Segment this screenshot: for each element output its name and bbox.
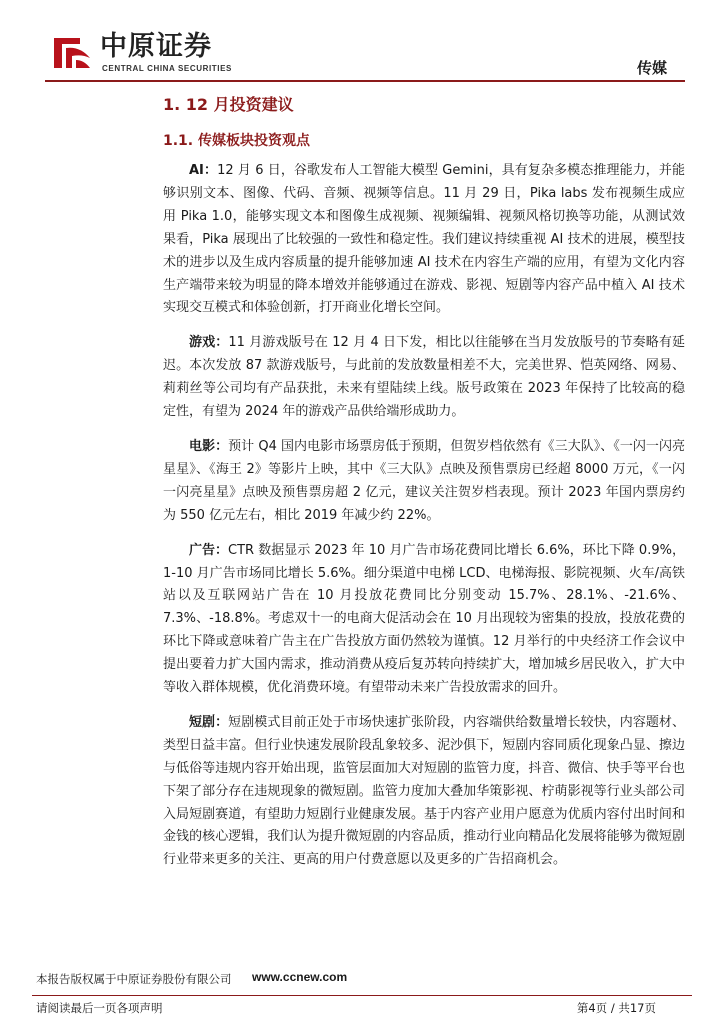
- paragraph-advertising: [163, 540, 685, 700]
- brand-name-cn: 中原证券: [100, 31, 212, 62]
- paragraph-lead: AI：: [189, 163, 218, 178]
- paragraph-lead: 短剧：: [189, 714, 229, 730]
- brand-name-en: CENTRAL CHINA SECURITIES: [102, 64, 232, 73]
- disclaimer-notice: 请阅读最后一页各项声明: [36, 1001, 163, 1015]
- paragraph-lead: 广告：: [189, 542, 229, 558]
- central-china-securities-logo-icon: [50, 34, 94, 72]
- paragraph-text: 短剧模式目前正处于市场快速扩张阶段，内容端供给数量增长较快，内容题材、类型日益丰富。但行业快速发展阶段乱象较多、泥沙俱下，短剧内容同质化现象凸显、擦边与低俗等违规内容开始出现，监管层面加大对短剧的监管力度，抖音、微信、快手等平台也下架了部分存在违规现象的微短剧。监管力度加大叠加华策影视、柠萌影视等行业头部公司入局短剧赛道，有望助力短剧行业健康发展。基于内容产业用户愿意为优质内容付出时间和金钱的核心逻辑，我们认为提升微短剧的内容品质，推动行业向精品化发展将能够为微短剧行业带来更多的关注、更高的用户付费意愿以及更多的广告招商机会。: [163, 714, 685, 868]
- footer-divider: [32, 995, 692, 996]
- page-number: 第4页 / 共17页: [576, 1001, 656, 1015]
- report-body: [163, 160, 685, 884]
- copyright-notice: 本报告版权属于中原证券股份有限公司: [36, 972, 232, 986]
- header-divider: [45, 80, 685, 82]
- paragraph-text: 12 月 6 日，谷歌发布人工智能大模型 Gemini，具有复杂多模态推理能力，并能够识别文本、图像、代码、音频、视频等信息。11 月 29 日，Pika labs 发布视频生成应用 Pika 1.0，能够实现文本和图像生成视频、视频编辑、视频风格切换等功能，从测试效果看，Pika 展现出了比较强的一致性和稳定性。我们建议持续重视 AI 技术的进展，模型技术的进步以及生成内容质量的提升能够加速 AI 技术在内容生产端的应用，有望为文化内容生产端带来较为明显的降本增效并能够通过在游戏、影视、短剧等内容产品中植入 AI 技术实现交互模式和体验创新，打开商业化增长空间。: [163, 163, 685, 316]
- paragraph-games: [163, 332, 685, 424]
- subsection-heading: 1.1. 传媒板块投资观点: [163, 133, 310, 149]
- paragraph-lead: 游戏：: [189, 335, 229, 351]
- paragraph-ai: [163, 160, 685, 320]
- paragraph-text: 预计 Q4 国内电影市场票房低于预期，但贺岁档依然有《三大队》、《一闪一闪亮星星》、《海王 2》等影片上映，其中《三大队》点映及预售票房已经超 8000 万元，《一闪一闪亮星星》点映及预售票房超 2 亿元，建议关注贺岁档表现。预计 2023 年国内票房约为 550 亿元左右，相比 2019 年减少约 22%。: [163, 438, 685, 523]
- industry-label: 传媒: [636, 59, 667, 77]
- paragraph-lead: 电影：: [189, 438, 229, 454]
- paragraph-short-drama: [163, 712, 685, 872]
- paragraph-text: CTR 数据显示 2023 年 10 月广告市场花费同比增长 6.6%，环比下降 0.9%，1-10 月广告市场同比增长 5.6%。细分渠道中电梯 LCD、电梯海报、影院视频、火车/高铁站以及互联网站广告在 10 月投放花费同比分别变动 15.7%、28.1%、-21.6%、7.3%、-18.8%。考虑双十一的电商大促活动会在 10 月出现较为密集的投放，投放花费的环比下降或意味着广告主在广告投放方面仍然较为谨慎。12 月举行的中央经济工作会议中提出要着力扩大国内需求，推动消费从疫后复苏转向持续扩大，增加城乡居民收入，扩大中等收入群体规模，优化消费环境。有望带动未来广告投放需求的回升。: [163, 542, 685, 696]
- paragraph-film: [163, 436, 685, 528]
- section-heading: 1. 12 月投资建议: [163, 95, 294, 114]
- paragraph-text: 11 月游戏版号在 12 月 4 日下发，相比以往能够在当月发放版号的节奏略有延迟。本次发放 87 款游戏版号，与此前的发放数量相差不大，完美世界、恺英网络、网易、莉莉丝等公司均有产品获批，未来有望陆续上线。版号政策在 2023 年保持了比较高的稳定性，有望为 2024 年的游戏产品供给端形成助力。: [163, 335, 685, 420]
- website-link[interactable]: www.ccnew.com: [252, 970, 348, 984]
- page-header: [0, 0, 724, 82]
